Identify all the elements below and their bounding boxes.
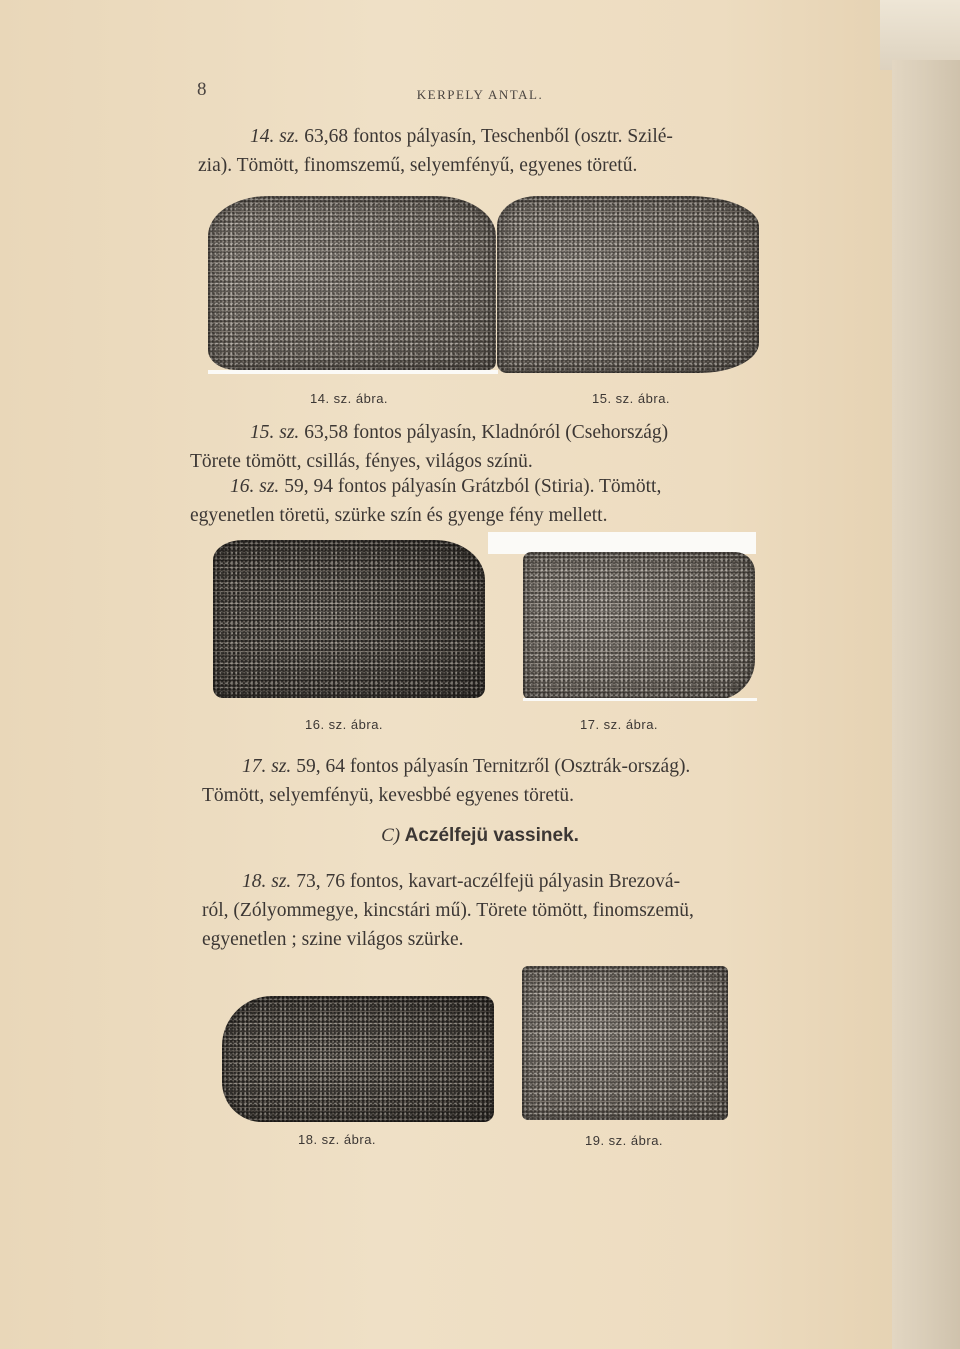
figure-17-caption: 17. sz. ábra.	[580, 717, 659, 732]
figure-14-caption: 14. sz. ábra.	[310, 391, 389, 406]
entry-18	[202, 867, 784, 954]
figure-17-rule	[523, 698, 757, 701]
entry-16-line-1	[190, 472, 782, 501]
entry-16-number: 16. sz.	[230, 476, 280, 497]
figure-19-caption: 19. sz. ábra.	[585, 1133, 664, 1148]
section-heading	[0, 825, 960, 847]
figure-14-image	[208, 196, 496, 370]
entry-18-line-1	[202, 867, 784, 896]
section-title: Aczélfejü vassinek.	[404, 825, 579, 846]
figure-18-image	[222, 996, 494, 1122]
figure-16-caption: 16. sz. ábra.	[305, 717, 384, 732]
section-letter: C)	[381, 825, 401, 846]
page-number: 8	[197, 79, 207, 100]
entry-18-line-2: ról, (Zólyommegye, kincstári mű). Törete tömött, finomszemü,	[202, 900, 694, 921]
entry-18-text: 73, 76 fontos, kavart-aczélfejü pályasin Brezová-	[291, 871, 681, 892]
entry-17-line-2: Tömött, selyemfényü, kevesbbé egyenes töretü.	[202, 785, 575, 806]
entry-14-text: 63,68 fontos pályasín, Teschenből (osztr. Szilé-	[299, 126, 673, 147]
entry-15-number: 15. sz.	[250, 422, 300, 443]
figure-17-image	[523, 552, 755, 700]
entry-18-number: 18. sz.	[242, 871, 292, 892]
entry-14-line-2: zia). Tömött, finomszemű, selyemfényű, egyenes töretű.	[198, 155, 638, 176]
page-edge-strip	[892, 60, 960, 1349]
figure-15-image	[497, 196, 759, 373]
figure-17-mask	[488, 532, 756, 554]
figure-15-caption: 15. sz. ábra.	[592, 391, 671, 406]
entry-17-line-1	[202, 752, 784, 781]
figure-18-caption: 18. sz. ábra.	[298, 1132, 377, 1147]
entry-17-number: 17. sz.	[242, 756, 292, 777]
entry-17	[202, 752, 784, 810]
entry-16	[190, 472, 782, 530]
entry-16-line-2: egyenetlen töretü, szürke szín és gyenge fény mellett.	[190, 505, 608, 526]
entry-14-number: 14. sz.	[250, 126, 300, 147]
running-head: KERPELY ANTAL.	[416, 87, 544, 102]
entry-15-line-2: Törete tömött, csillás, fényes, világos színü.	[190, 451, 533, 472]
entry-14-line-1	[198, 122, 781, 151]
entry-16-text: 59, 94 fontos pályasín Grátzból (Stiria). Tömött,	[279, 476, 662, 497]
figure-19-image	[522, 966, 728, 1120]
figure-16-image	[213, 540, 485, 698]
figure-14-rule	[208, 370, 498, 374]
entry-15	[190, 418, 782, 476]
entry-15-text: 63,58 fontos pályasín, Kladnóról (Csehország)	[299, 422, 669, 443]
entry-14	[198, 122, 781, 180]
entry-18-line-3: egyenetlen ; szine világos szürke.	[202, 929, 464, 950]
entry-15-line-1	[190, 418, 782, 447]
entry-17-text: 59, 64 fontos pályasín Ternitzről (Osztrák-ország).	[291, 756, 691, 777]
